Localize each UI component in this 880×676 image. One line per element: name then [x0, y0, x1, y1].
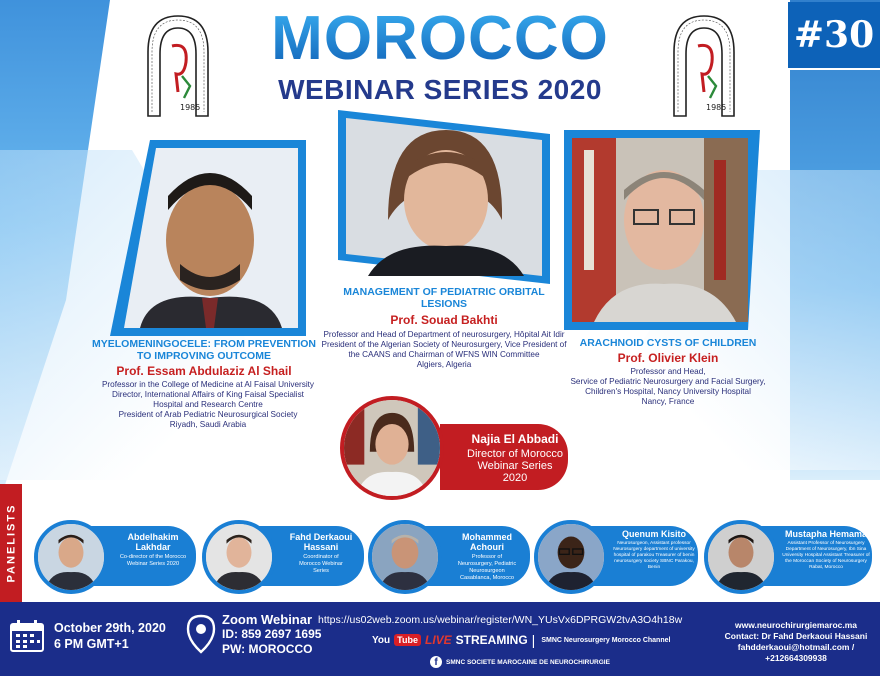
panelist-5-desc: Assistant Professor of Neurosurgery Department of Neurosurgery, Ibn Sina University Hospital Assistant Treasurer of the Moroccan Society of Neurosurgery Rabat, Morocco: [782, 541, 870, 570]
event-time-text: 6 PM GMT+1: [54, 637, 129, 651]
edition-badge: #30: [788, 2, 880, 70]
society-logo-right: [668, 12, 740, 120]
bio-line: President of Arab Pediatric Neurosurgical Society: [118, 410, 298, 419]
bio-line: Service of Pediatric Neurosurgery and Facial Surgery,: [570, 377, 766, 386]
zoom-details: [222, 612, 321, 657]
society-logo-left: [142, 12, 214, 120]
logo-year-left: 1985: [180, 103, 201, 112]
director-role: Director of Morocco Webinar Series 2020: [467, 448, 563, 484]
speaker-1-topic: MYELOMENINGOCELE: FROM PREVENTION TO IMPROVING OUTCOME: [92, 338, 317, 362]
bio-line: Children's Hospital, Nancy University Hospital: [585, 387, 751, 396]
speaker-2-topic: MANAGEMENT OF PEDIATRIC ORBITAL LESIONS: [343, 286, 545, 310]
speaker-2-bio: [320, 330, 568, 370]
streaming-label: STREAMING: [455, 633, 528, 647]
youtube-channel-name: SMNC Neurosurgery Morocco Channel: [541, 636, 671, 644]
panelist-4-desc: Neurosurgeon, Assistant professor Neurosurgery department of university hospital of parakou Treasurer of benin neurosurgery society SBNC Parakou, Benin: [613, 541, 695, 570]
director-name: Najia El Abbadi: [471, 432, 559, 446]
speaker-1-name: Prof. Essam Abdulaziz Al Shail: [116, 364, 292, 378]
speaker-3-bio: [568, 367, 768, 407]
zoom-password: PW: MOROCCO: [222, 642, 313, 656]
bio-line: Professor and Head,: [630, 367, 706, 376]
bio-line: Director, International Affairs of King Faisal Specialist: [112, 390, 304, 399]
contact-email-phone[interactable]: fahdderkaoui@hotmail.com / +212664309938: [737, 642, 855, 663]
calendar-icon: [10, 620, 44, 652]
panelist-5-photo: [704, 520, 778, 594]
panelist-2-desc: Coordinator of Morocco Webinar Series: [299, 554, 343, 574]
panelist-4-name: Quenum Kisito: [621, 529, 686, 539]
panelists-label: [0, 484, 22, 602]
panelist-5-name: Mustapha Hemama: [784, 529, 868, 539]
youtube-logo-tube: Tube: [394, 634, 421, 646]
panelist-1-name: Abdelhakim Lakhdar: [127, 532, 179, 552]
contact-name: Contact: Dr Fahd Derkaoui Hassani: [724, 631, 868, 641]
speaker-1-bio: [92, 380, 324, 430]
poster-title: MOROCCO: [220, 4, 660, 74]
website-link[interactable]: www.neurochirurgiemaroc.ma: [734, 620, 858, 630]
bio-line: Riyadh, Saudi Arabia: [169, 420, 247, 429]
bio-line: Nancy, France: [641, 397, 695, 406]
speaker-3-topic: ARACHNOID CYSTS OF CHILDREN: [579, 337, 757, 349]
location-pin-icon: [186, 614, 216, 654]
bio-line: Professor and Head of Department of neurosurgery, Hôpital Ait Idir: [323, 330, 565, 339]
panelist-3-desc: Professor of Neurosurgery, Pediatric Neurosurgeon Casablanca, Morocco: [457, 554, 517, 581]
live-label: LIVE: [425, 633, 452, 647]
event-date-text: October 29th, 2020: [54, 621, 166, 635]
panelist-3-name: Mohammed Achouri: [461, 532, 512, 552]
poster-subtitle: WEBINAR SERIES 2020: [278, 74, 602, 105]
speaker-2-name: Prof. Souad Bakhti: [390, 313, 498, 327]
panelist-2-photo: [202, 520, 276, 594]
speaker-3-name: Prof. Olivier Klein: [617, 351, 719, 365]
logo-year-right: 1985: [706, 103, 727, 112]
panelist-3-photo: [368, 520, 442, 594]
speaker-photo-3: [564, 130, 760, 330]
bio-line: President of the Algerian Society of Neurosurgery, Vice President of: [321, 340, 567, 349]
bio-line: Algiers, Algeria: [416, 360, 472, 369]
bio-line: the CAANS and Chairman of WFNS WIN Committee: [348, 350, 540, 359]
director-card: [440, 424, 568, 490]
contact-info: [718, 620, 874, 664]
panelist-2-name: Fahd Derkaoui Hassani: [289, 532, 353, 552]
panelist-4-photo: [534, 520, 608, 594]
facebook-page-name: SMNC SOCIETE MAROCAINE DE NEUROCHIRURGIE: [446, 658, 610, 666]
youtube-stream[interactable]: [372, 632, 670, 648]
speaker-photo-1: [110, 140, 306, 336]
youtube-logo-you: You: [372, 634, 391, 646]
panelist-1-desc: Co-director of the Morocco Webinar Series 2020: [119, 554, 187, 567]
event-date: [54, 620, 166, 652]
bio-line: Professor in the College of Medicine at Al Faisal University: [101, 380, 315, 389]
speaker-photo-2: [338, 110, 550, 284]
registration-link[interactable]: https://us02web.zoom.us/webinar/register/WN_YUsVx6DPRGW2tvA3O4h18w: [318, 614, 683, 626]
zoom-id: ID: 859 2697 1695: [222, 627, 322, 641]
zoom-title: Zoom Webinar: [222, 612, 313, 627]
panelists-label-text: PANELISTS: [5, 503, 18, 583]
facebook-page[interactable]: [430, 656, 610, 668]
separator: |: [531, 632, 536, 648]
footer-bar: [0, 602, 880, 676]
facebook-icon: f: [430, 656, 442, 668]
panelist-1-photo: [34, 520, 108, 594]
bio-line: Hospital and Research Centre: [153, 400, 263, 409]
director-photo: [340, 396, 444, 500]
